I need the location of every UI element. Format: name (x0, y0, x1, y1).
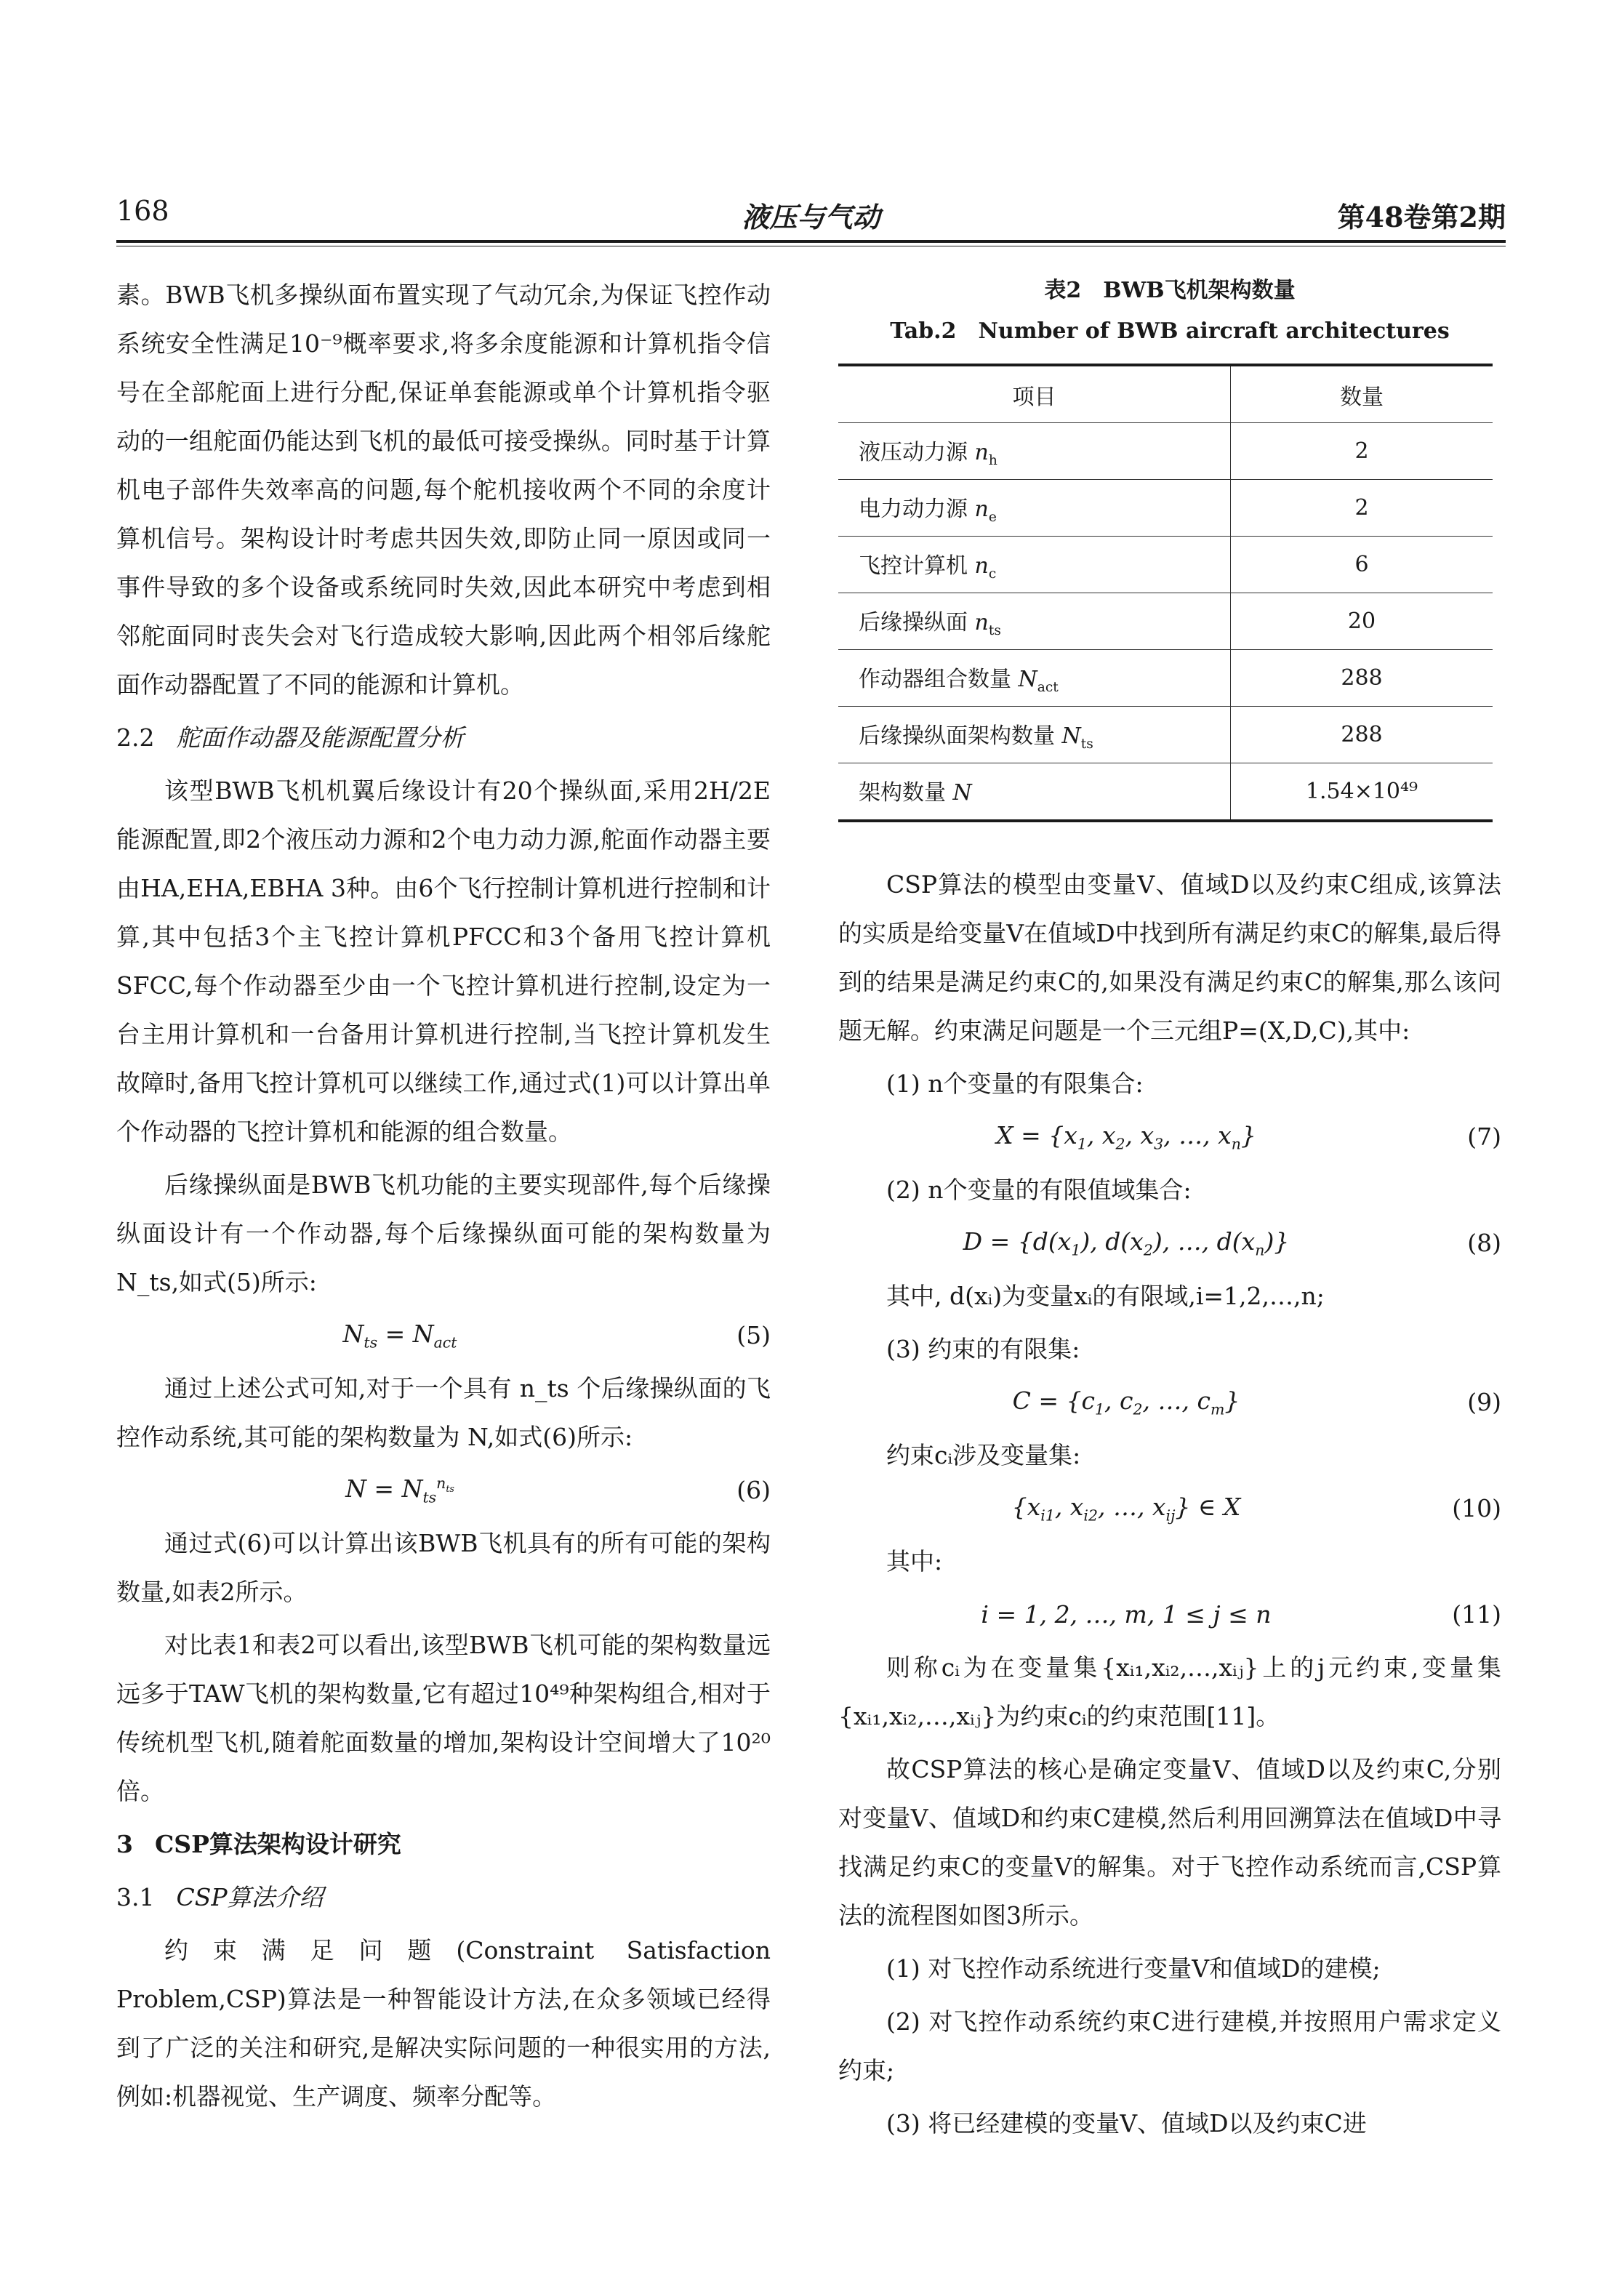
equation-body: i = 1, 2, …, m, 1 ≤ j ≤ n (981, 1600, 1272, 1629)
equation-11 (838, 1590, 1501, 1639)
table-cell-value: 6 (1231, 537, 1493, 593)
equation-body: $N = N_{ts}^{n_{ts}}$ (345, 1474, 454, 1506)
paragraph: 约束满足问题(Constraint Satisfaction Problem,CSP)算法是一种智能设计方法,在众多领域已经得到了广泛的关注和研究,是解决实际问题的一种很实用的方法,例如:机器视觉、生产调度、频率分配等。 (116, 1936, 771, 2111)
paragraph: 故CSP算法的核心是确定变量V、值域D以及约束C,分别对变量V、值域D和约束C建模,然后利用回溯算法在值域D中寻找满足约束C的变量V的解集。对于飞控作动系统而言,CSP算法的流程图如图3所示。 (838, 1755, 1501, 1930)
table-cell-item: 后缘操纵面 $n_{ts}$ (838, 593, 1231, 650)
list-item: (1) n个变量的有限集合: (886, 1069, 1144, 1098)
table-caption-cn: 表2 BWB飞机架构数量 (1044, 278, 1296, 303)
table-cell-item: 架构数量 N (838, 763, 1231, 822)
equation-6 (116, 1466, 771, 1514)
equation-7 (838, 1112, 1501, 1161)
journal-title: 液压与气动 (742, 201, 880, 233)
section-title: CSP算法介绍 (176, 1883, 324, 1911)
equation-number: (6) (736, 1476, 771, 1504)
table-row (838, 423, 1493, 480)
table-row (838, 650, 1493, 707)
section-title: CSP算法架构设计研究 (154, 1830, 401, 1858)
paragraph: CSP算法的模型由变量V、值域D以及约束C组成,该算法的实质是给变量V在值域D中找到所有满足约束C的解集,最后得到的结果是满足约束C的,如果没有满足约束C的解集,那么该问题无解。约束满足问题是一个三元组P=(X,D,C),其中: (838, 870, 1501, 1045)
equation-body: $N_{ts} = N_{act}$ (342, 1319, 457, 1352)
list-item: 其中: (886, 1547, 943, 1576)
list-item: 约束cᵢ涉及变量集: (886, 1441, 1081, 1469)
paragraph: 通过式(6)可以计算出该BWB飞机具有的所有可能的架构数量,如表2所示。 (116, 1529, 771, 1606)
running-header (116, 195, 1506, 246)
equation-number: (8) (1467, 1229, 1501, 1257)
paragraph: 后缘操纵面是BWB飞机功能的主要实现部件,每个后缘操纵面设计有一个作动器,每个后缘操纵面可能的架构数量为 N_ts,如式(5)所示: (116, 1171, 771, 1296)
equation-5 (116, 1311, 771, 1360)
table-header: 数量 (1231, 365, 1493, 423)
left-column (116, 270, 771, 2125)
equation-number: (5) (736, 1321, 771, 1349)
table-cell-value: 1.54×10⁴⁹ (1231, 763, 1493, 822)
list-item: (3) 约束的有限集: (886, 1335, 1080, 1363)
section-number: 3 (116, 1830, 133, 1858)
equation-body: {$x_{i1}$, $x_{i2}$, …, $x_{ij}$} ∈ X (1011, 1492, 1241, 1525)
equation-number: (10) (1452, 1494, 1501, 1522)
right-column (838, 270, 1501, 2152)
table-row (838, 480, 1493, 537)
equation-body: $D = \{d(x_1)$, $d(x_2)$, …, $d(x_n)$} (963, 1227, 1290, 1259)
section-heading-3 (116, 1820, 771, 1868)
paragraph: 通过上述公式可知,对于一个具有 n_ts 个后缘操纵面的飞控作动系统,其可能的架构数量为 N,如式(6)所示: (116, 1374, 771, 1451)
paragraph: 则称cᵢ为在变量集{xᵢ₁,xᵢ₂,…,xᵢⱼ}上的j元约束,变量集{xᵢ₁,xᵢ₂,…,xᵢⱼ}为约束cᵢ的约束范围[11]。 (838, 1653, 1501, 1730)
section-title: 舵面作动器及能源配置分析 (176, 723, 465, 752)
paragraph: (1) 对飞控作动系统进行变量V和值域D的建模; (886, 1954, 1381, 1983)
section-heading-2-2 (116, 713, 771, 762)
equation-8 (838, 1219, 1501, 1267)
table-cell-item: 电力动力源 $n_e$ (838, 480, 1231, 537)
table-cell-value: 288 (1231, 650, 1493, 707)
page-number: 168 (116, 195, 169, 227)
table-row (838, 763, 1493, 822)
table-cell-item: 后缘操纵面架构数量 $N_{ts}$ (838, 707, 1231, 763)
table-cell-item: 作动器组合数量 $N_{act}$ (838, 650, 1231, 707)
table-cell-item: 飞控计算机 $n_c$ (838, 537, 1231, 593)
equation-9 (838, 1378, 1501, 1426)
architecture-count-table (838, 364, 1493, 822)
table-cell-item: 液压动力源 $n_h$ (838, 423, 1231, 480)
table-row (838, 593, 1493, 650)
equation-number: (11) (1452, 1600, 1501, 1629)
table-cell-value: 2 (1231, 480, 1493, 537)
paragraph: 素。BWB飞机多操纵面布置实现了气动冗余,为保证飞控作动系统安全性满足10⁻⁹概率要求,将多余度能源和计算机指令信号在全部舵面上进行分配,保证单套能源或单个计算机指令驱动的一组舵面仍能达到飞机的最低可接受操纵。同时基于计算机电子部件失效率高的问题,每个舵机接收两个不同的余度计算机信号。架构设计时考虑共因失效,即防止同一原因或同一事件导致的多个设备或系统同时失效,因此本研究中考虑到相邻舵面同时丧失会对飞行造成较大影响,因此两个相邻后缘舵面作动器配置了不同的能源和计算机。 (116, 281, 771, 699)
equation-body: $C = \{c_1$, $c_2$, …, $c_m$} (1012, 1386, 1240, 1418)
section-number: 3.1 (116, 1883, 155, 1911)
list-item: (2) n个变量的有限值域集合: (886, 1176, 1192, 1204)
paragraph: (2) 对飞控作动系统约束C进行建模,并按照用户需求定义约束; (838, 2007, 1501, 2084)
equation-body: $X = \{x_1$, $x_2$, $x_3$, …, $x_n$} (996, 1120, 1256, 1153)
equation-number: (9) (1467, 1388, 1501, 1416)
section-number: 2.2 (116, 723, 155, 752)
list-item: 其中, d(xᵢ)为变量xᵢ的有限域,i=1,2,…,n; (886, 1282, 1325, 1310)
paragraph: 该型BWB飞机机翼后缘设计有20个操纵面,采用2H/2E能源配置,即2个液压动力源和2个电力动力源,舵面作动器主要由HA,EHA,EBHA 3种。由6个飞行控制计算机进行控制和计算,其中包括3个主飞控计算机PFCC和3个备用飞控计算机SFCC,每个作动器至少由一个飞控计算机进行控制,设定为一台主用计算机和一台备用计算机进行控制,当飞控计算机发生故障时,备用飞控计算机可以继续工作,通过式(1)可以计算出单个作动器的飞控计算机和能源的组合数量。 (116, 776, 771, 1146)
paragraph: 对比表1和表2可以看出,该型BWB飞机可能的架构数量远远多于TAW飞机的架构数量,它有超过10⁴⁹种架构组合,相对于传统机型飞机,随着舵面数量的增加,架构设计空间增大了10²⁰倍。 (116, 1631, 771, 1805)
section-heading-3-1 (116, 1873, 771, 1922)
header-rule-thick (116, 240, 1506, 243)
table-row (838, 537, 1493, 593)
equation-number: (7) (1467, 1123, 1501, 1151)
table-cell-value: 2 (1231, 423, 1493, 480)
paragraph: (3) 将已经建模的变量V、值域D以及约束C进 (886, 2109, 1367, 2138)
table-cell-value: 288 (1231, 707, 1493, 763)
table-header-row (838, 365, 1493, 423)
issue-label: 第48卷第2期 (1337, 201, 1506, 233)
table-cell-value: 20 (1231, 593, 1493, 650)
table-caption-en: Tab.2 Number of BWB aircraft architectures (890, 318, 1450, 344)
equation-10 (838, 1484, 1501, 1533)
table-header: 项目 (838, 365, 1231, 423)
table-row (838, 707, 1493, 763)
